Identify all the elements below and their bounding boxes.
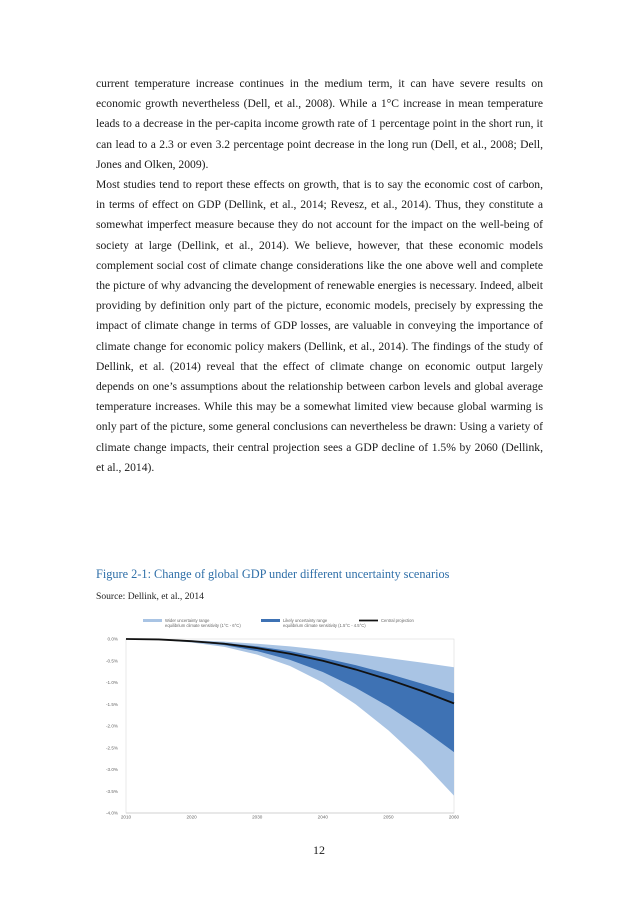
x-axis bbox=[121, 813, 460, 820]
y-tick-label: -0.5% bbox=[105, 658, 118, 664]
y-tick-label: -4.0% bbox=[105, 810, 118, 816]
chart-plot-area bbox=[126, 639, 454, 813]
y-tick-label: 0.0% bbox=[107, 636, 118, 642]
x-tick-label: 2060 bbox=[448, 814, 460, 820]
x-tick-label: 2040 bbox=[317, 814, 328, 820]
body-text bbox=[96, 74, 543, 478]
x-tick-label: 2050 bbox=[383, 814, 394, 820]
legend-likely-label: Likely uncertainty range bbox=[283, 618, 328, 623]
legend-wider-sublabel: equilibrium climate sensitivity (1°C - 6°C) bbox=[165, 623, 241, 628]
x-tick-label: 2030 bbox=[252, 814, 263, 820]
y-tick-label: -1.5% bbox=[105, 701, 118, 707]
x-tick-label: 2020 bbox=[186, 814, 197, 820]
y-tick-label: -3.0% bbox=[105, 767, 118, 773]
gdp-chart bbox=[96, 612, 466, 822]
y-tick-label: -1.0% bbox=[105, 680, 118, 686]
legend-wider-label: Wider uncertainty range bbox=[165, 618, 210, 623]
page-number: 12 bbox=[313, 843, 325, 857]
legend-likely-sublabel: equilibrium climate sensitivity (1.5°C - 4.5°C) bbox=[283, 623, 366, 628]
paragraph-1: current temperature increase continues in the medium term, it can have severe results on economic growth nevertheless (Dell, et al., 2008). While a 1°C increase in mean temperature leads to a decrease in the per-capita income growth rate of 1 percentage point in the short run, it can lead to a 2.3 or even 3.2 percentage point decrease in the long run (Dell, et al., 2008; Dell, Jones and Olken, 2009). bbox=[96, 77, 543, 171]
y-tick-label: -2.0% bbox=[105, 723, 118, 729]
gdp-chart-svg bbox=[96, 612, 466, 822]
x-tick-label: 2010 bbox=[120, 814, 132, 820]
figure-caption: Figure 2-1: Change of global GDP under different uncertainty scenarios bbox=[96, 567, 450, 581]
legend-central-label: Central projection bbox=[381, 618, 414, 623]
chart-legend bbox=[143, 618, 414, 628]
legend-likely-swatch bbox=[261, 619, 280, 622]
figure-source: Source: Dellink, et al., 2014 bbox=[96, 591, 204, 602]
y-tick-label: -3.5% bbox=[105, 788, 118, 794]
y-axis bbox=[106, 637, 118, 816]
legend-wider-swatch bbox=[143, 619, 162, 622]
paragraph-2: Most studies tend to report these effects on growth, that is to say the economic cost of carbon, in terms of effect on GDP (Dellink, et al., 2014; Revesz, et al., 2014). Thus, they constitute a somewhat imperfect measure because they do not account for the impact on the well-being of society at large (Dellink, et al., 2014). We believe, however, that these economic models complement social cost of climate change considerations like the one above well and complete the picture of why advancing the development of renewable energies is necessary. Indeed, albeit providing by definition only part of the picture, economic models, precisely by expressing the impact of climate change in terms of GDP losses, are valuable in conveying the importance of climate change for economic policy makers (Dellink, et al., 2014). The findings of the study of Dellink, et al. (2014) reveal that the effect of climate change on economic output largely depends on one’s assumptions about the relationship between carbon levels and global average temperature increases. While this may be a somewhat limited view because global warming is only part of the picture, some general conclusions can nevertheless be drawn: Using a variety of climate change impacts, their central projection sees a GDP decline of 1.5% by 2060 (Dellink, et al., 2014). bbox=[96, 178, 543, 474]
y-tick-label: -2.5% bbox=[105, 745, 118, 751]
